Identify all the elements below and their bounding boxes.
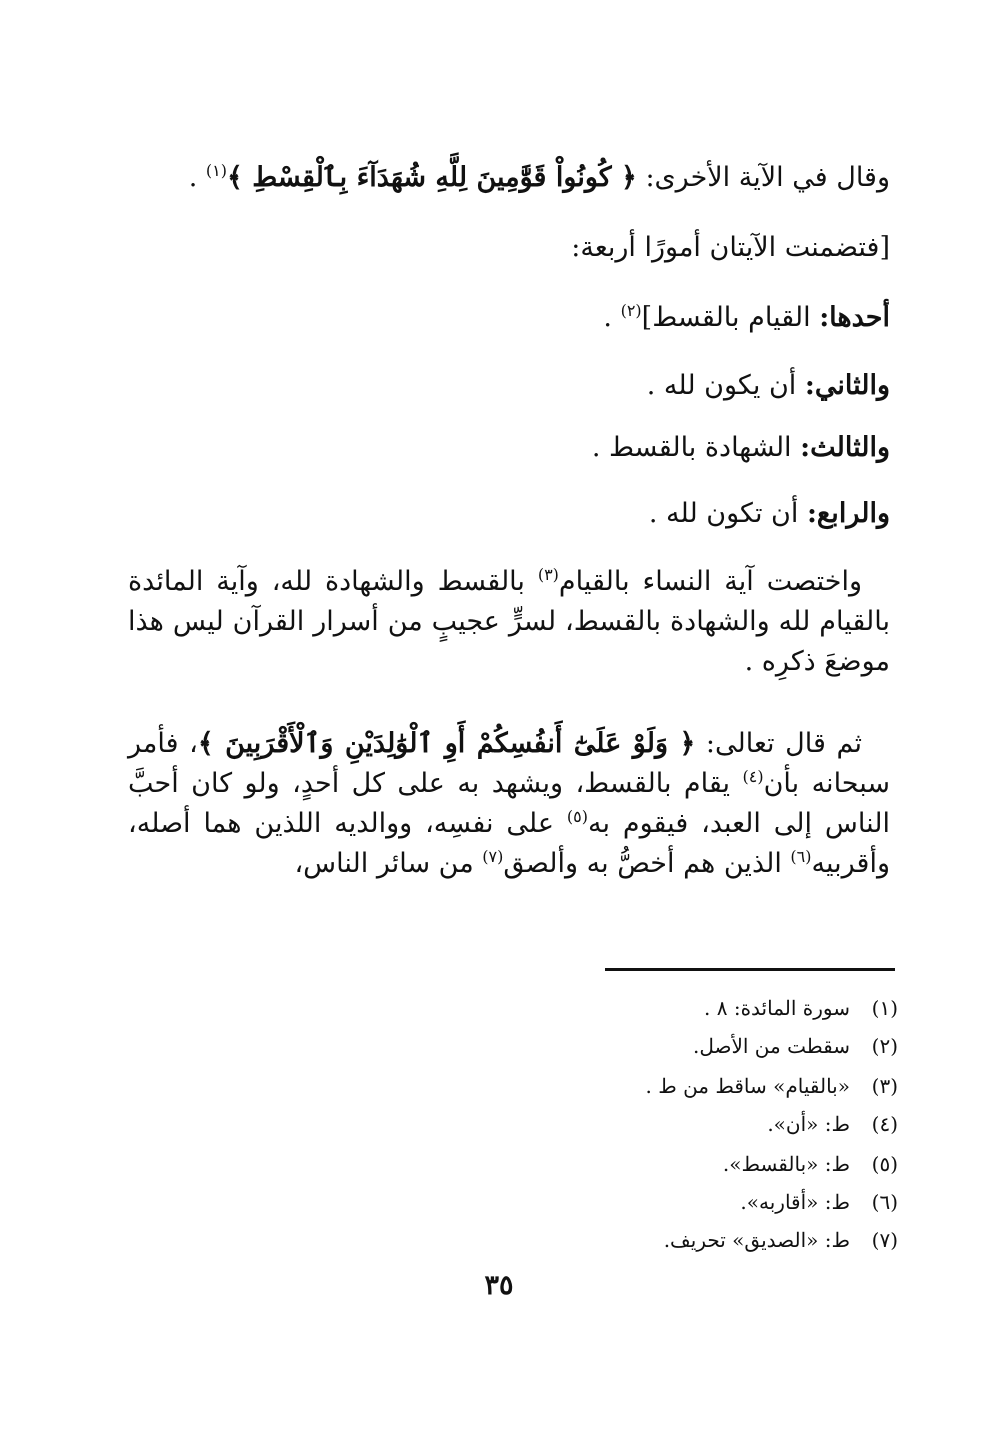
footnote xyxy=(740,1190,898,1214)
intro-suffix: . xyxy=(188,162,206,193)
item-text: أن يكون لله . xyxy=(646,370,805,401)
footnote-text: ط: «أقاربه». xyxy=(740,1190,850,1214)
footnote-number: (٣) xyxy=(871,1074,898,1098)
footnote-text: ط: «أن». xyxy=(767,1112,850,1136)
lead-line: [فتضمنت الآيتان أمورًا أربعة: xyxy=(571,232,890,263)
footnote-number: (١) xyxy=(871,996,898,1020)
footnote-text: ط: «الصديق» تحريف. xyxy=(663,1228,850,1252)
para-text: على نفسِه، ووالديه اللذين هما أصله، وأقربيه xyxy=(128,808,890,879)
item-text: القيام بالقسط] xyxy=(641,302,820,333)
item-label: والرابع: xyxy=(806,498,890,529)
footnote-text: «بالقيام» ساقط من ط . xyxy=(645,1074,850,1098)
footnote-number: (٦) xyxy=(871,1190,898,1214)
footnote-separator xyxy=(605,968,895,971)
footnote-ref: (٤) xyxy=(742,767,764,786)
item-label: والثاني: xyxy=(804,370,890,401)
footnote-ref: (١) xyxy=(205,161,228,180)
para-text: بالقسط والشهادة لله، وآية المائدة بالقيام لله والشهادة بالقسط، لسرٍّ عجيبٍ من أسرار القرآن ليس هذا موضعَ ذكرِه . xyxy=(128,566,890,677)
item-label: أحدها: xyxy=(819,302,890,333)
footnote-ref: (٧) xyxy=(482,847,504,866)
footnote-text: سورة المائدة: ٨ . xyxy=(704,996,850,1020)
footnote-number: (٢) xyxy=(871,1034,898,1058)
footnote xyxy=(723,1152,898,1176)
para-text: ثم قال تعالى: xyxy=(695,728,862,759)
footnote-number: (٥) xyxy=(871,1152,898,1176)
para-text: ، فأمر سبحانه بأن xyxy=(128,728,890,799)
footnote xyxy=(664,1228,898,1252)
footnote-ref: (٦) xyxy=(790,847,812,866)
footnote-ref: (٢) xyxy=(620,301,642,320)
footnote-text: سقطت من الأصل. xyxy=(692,1034,850,1058)
list-item xyxy=(592,432,890,463)
footnote-number: (٧) xyxy=(871,1228,898,1252)
item-end: . xyxy=(603,302,621,333)
para-text: يقام بالقسط، ويشهد به على كل أحدٍ، ولو كان أحبَّ الناس إلى العبد، فيقوم به xyxy=(128,768,890,839)
item-label: والثالث: xyxy=(800,432,890,463)
list-item xyxy=(603,302,890,333)
footnote-ref: (٥) xyxy=(566,807,588,826)
para-text: الذين هم أخصُّ به وألصق xyxy=(503,848,791,879)
footnote xyxy=(767,1112,898,1136)
item-text: أن تكون لله . xyxy=(648,498,807,529)
footnote xyxy=(646,1074,898,1098)
para-text: من سائر الناس، xyxy=(294,848,483,879)
intro-line xyxy=(189,162,890,193)
footnote-ref: (٣) xyxy=(537,565,559,584)
quran-verse: ﴿ كُونُواْ قَوَّٰمِينَ لِلَّهِ شُهَدَآءَ بِٱلْقِسْطِ ﴾ xyxy=(227,162,637,193)
footnote-text: ط: «بالقسط». xyxy=(722,1152,850,1176)
footnote xyxy=(704,996,898,1020)
para-text: واختصت آية النساء بالقيام xyxy=(558,566,862,597)
footnote xyxy=(693,1034,898,1058)
paragraph xyxy=(128,562,890,682)
intro-prefix: وقال في الآية الأخرى: xyxy=(636,162,890,193)
item-text: الشهادة بالقسط . xyxy=(591,432,801,463)
page-number: ٣٥ xyxy=(484,1270,514,1301)
list-item xyxy=(647,370,890,401)
quran-verse: ﴿ وَلَوْ عَلَىٰٓ أَنفُسِكُمْ أَوِ ٱلْوَٰلِدَيْنِ وَٱلْأَقْرَبِينَ ﴾ xyxy=(197,728,696,759)
footnote-number: (٤) xyxy=(871,1112,898,1136)
paragraph xyxy=(128,724,890,884)
list-item xyxy=(649,498,890,529)
